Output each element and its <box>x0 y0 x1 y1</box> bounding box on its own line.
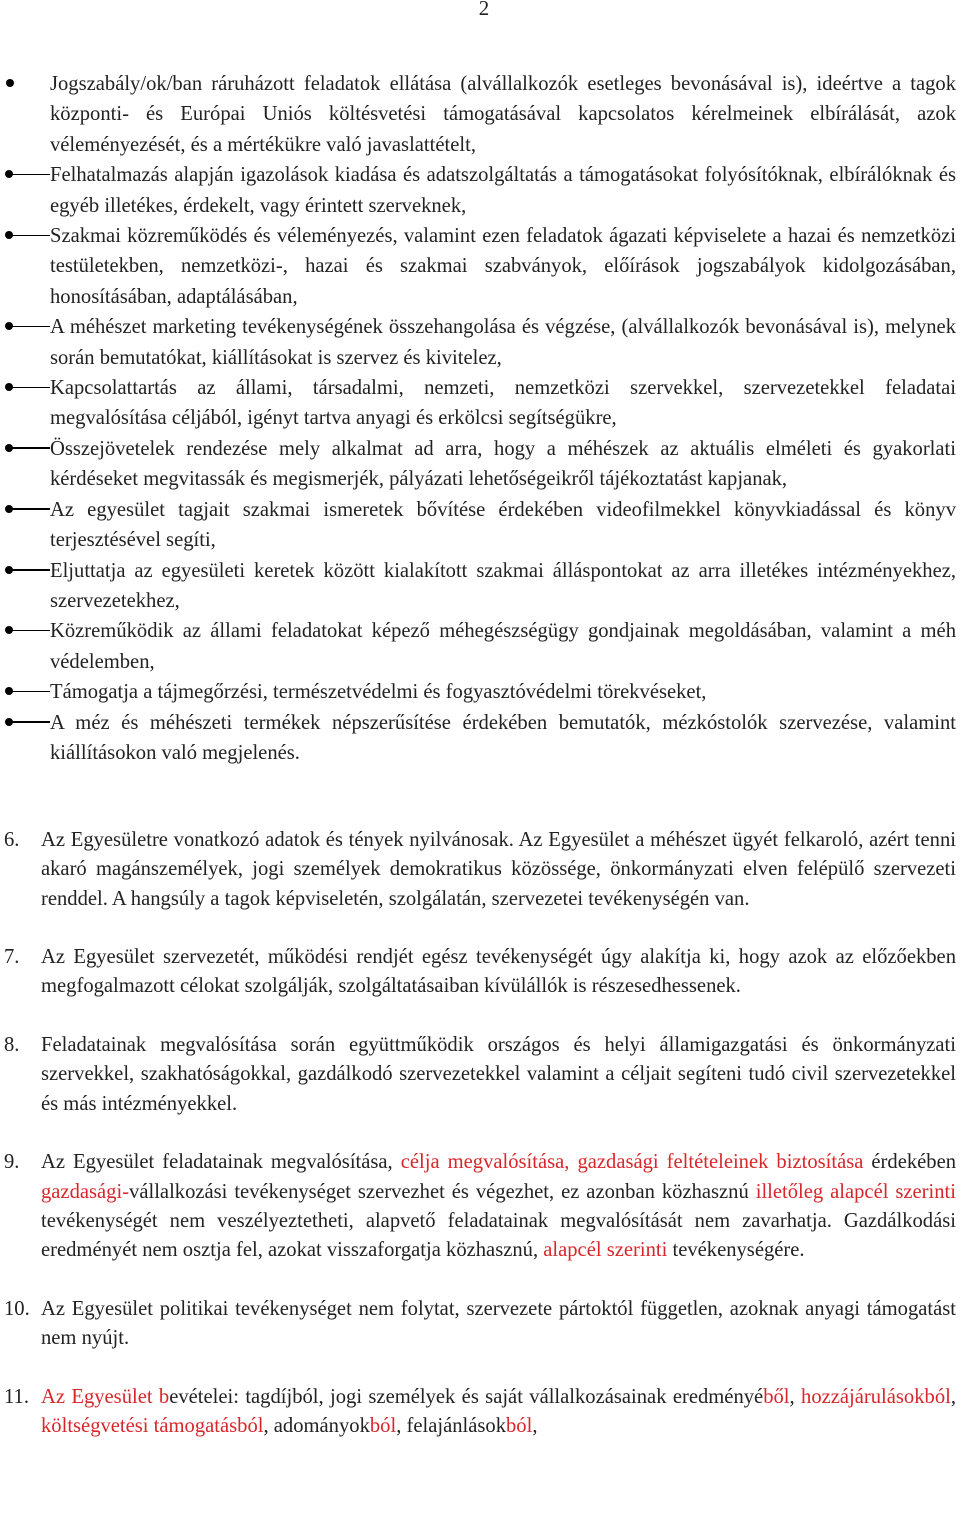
list-item <box>0 495 960 556</box>
list-item <box>0 69 960 160</box>
revised-text: célja megvalósítása, gazdasági feltételeinek biztosítása <box>400 1151 864 1174</box>
revised-text: költségvetési támogatásból <box>41 1414 264 1437</box>
text-run: ok <box>349 1414 370 1437</box>
section-text <box>41 1386 956 1437</box>
list-item-text: Jogszabály/ok/ban ráruházott feladatok ellátása (alvállalkozók esetleges bevonásával is), ideértve a tagok központi- és Európai Uniós költésvetési támogatásával kapcsolatos kérelmeinek elbírálását, azok véleményezését, és a mértékükre való javaslattételt, <box>50 73 956 156</box>
section-number: 11. <box>4 1385 29 1408</box>
text-run: vállalkozási tevékenységet szervezhet és végezhet, ez azonban közhasznú <box>129 1180 756 1203</box>
text-run: Az Egyesület feladatainak megvalósítása, <box>41 1151 401 1174</box>
revised-text: alapcél szerinti <box>543 1239 668 1262</box>
bullet-dot-icon <box>0 221 52 251</box>
text-run: , adomány <box>263 1414 350 1437</box>
list-item-text: A méz és méhészeti termékek népszerűsítése érdekében bemutatók, mézkóstolók szervezése, valamint kiállításokon való megjelenés. <box>50 711 956 764</box>
text-run: tevékenységére. <box>667 1239 805 1262</box>
list-item-text: Összejövetelek rendezése mely alkalmat ad arra, hogy a méhészek az aktuális elméleti és gyakorlati kérdéseket megvitassák és megismerjék, pályázati lehetőségeikről tájékoztatást kapjanak, <box>50 437 956 491</box>
list-item <box>0 677 960 707</box>
bullet-dot-icon <box>0 677 52 707</box>
list-item <box>0 434 960 495</box>
text-run: érdekében <box>863 1151 957 1174</box>
section-number: 8. <box>4 1034 20 1057</box>
section-text: Az Egyesület politikai tevékenységet nem folytat, szervezete pártoktól független, azoknak anyagi támogatást nem nyújt. <box>41 1297 956 1350</box>
text-run: , felajánlás <box>396 1414 486 1437</box>
text-run: , <box>950 1385 956 1408</box>
text-run: , <box>532 1414 538 1437</box>
list-item-text: Közreműködik az állami feladatokat képező méhegészségügy gondjainak megoldásában, valamint a méh védelemben, <box>50 620 956 673</box>
list-item-text: Eljuttatja az egyesületi keretek között kialakított szakmai álláspontokat az arra illetékes intézményekhez, szervezetekhez, <box>50 559 956 612</box>
revised-text: Az Egyesület b <box>41 1385 170 1408</box>
section-text: Feladatainak megvalósítása során együttműködik országos és helyi államigazgatási és önkormányzati szervekkel, szakhatóságokkal, gazdálkodó szervezetekkel valamint a céljait segíteni tudó civil szervezetekkel és más intézményekkel. <box>41 1034 956 1115</box>
bullet-dot-icon <box>0 708 52 738</box>
section-6 <box>0 826 960 914</box>
text-run: ok <box>485 1414 506 1437</box>
section-number: 6. <box>4 829 20 851</box>
revised-text: ból <box>369 1414 397 1437</box>
list-item <box>0 556 960 617</box>
list-item-text: Felhatalmazás alapján igazolások kiadása és adatszolgáltatás a támogatásokat folyósítóknak, elbírálóknak és egyéb illetékes, érdekelt, vagy érintett szerveknek, <box>50 164 956 217</box>
list-item <box>0 616 960 677</box>
section-number: 9. <box>4 1151 20 1174</box>
revised-text: ből <box>763 1385 790 1408</box>
bullet-dot-icon <box>0 556 52 586</box>
revised-text: hozzájárulásokból <box>801 1385 951 1408</box>
revised-text: ból <box>506 1414 533 1437</box>
bullet-dot-icon <box>0 434 52 464</box>
list-item-text: Szakmai közreműködés és véleményezés, valamint ezen feladatok ágazati képviselete a hazai és nemzetközi testületekben, nemzetközi-, hazai és szakmai szabványok, előírások jogszabályok kidolgozásában, honosításában, adaptálásában, <box>50 225 956 308</box>
list-item-text: Támogatja a tájmegőrzési, természetvédelmi és fogyasztóvédelmi törekvéseket, <box>50 681 707 704</box>
revised-text: gazdasági- <box>41 1180 130 1203</box>
revised-text: illetőleg alapcél szerinti <box>755 1180 956 1203</box>
page-number: 2 <box>478 0 490 20</box>
section-number: 7. <box>4 946 20 969</box>
section-text: Az Egyesület szervezetét, működési rendjét egész tevékenységét úgy alakítja ki, hogy azok az előzőekben megfogalmazott célokat szolgálják, szolgáltatásaiban kívülállók is részesedhessenek. <box>41 946 956 998</box>
section-number: 10. <box>4 1297 30 1320</box>
text-run: , <box>789 1385 802 1408</box>
list-item <box>0 221 960 312</box>
section-10 <box>0 1295 960 1354</box>
bullet-dot-icon <box>0 312 52 342</box>
list-item <box>0 160 960 221</box>
section-7 <box>0 943 960 1002</box>
bullet-dot-icon <box>0 69 52 99</box>
bullet-dot-icon <box>0 160 52 190</box>
bullet-dot-icon <box>0 616 52 646</box>
section-text <box>41 1151 956 1261</box>
section-text: Az Egyesületre vonatkozó adatok és tények nyilvánosak. Az Egyesület a méhészet ügyét felkaroló, azért tenni akaró magánszemélyek, jogi személyek demokratikus közössége, önkormányzati elven felépülő szervezeti renddel. A hangsúly a tagok képviseletén, szolgálatán, szervezetei tevékenységén van. <box>41 829 956 910</box>
section-9 <box>0 1148 960 1265</box>
list-item <box>0 312 960 373</box>
section-11 <box>0 1383 960 1442</box>
bullet-dot-icon <box>0 495 52 525</box>
list-item-text: A méhészet marketing tevékenységének összehangolása és végzése, (alvállalkozók bevonásával is), melynek során bemutatókat, kiállításokat is szervez és kivitelez, <box>50 316 956 369</box>
list-item-text: Az egyesület tagjait szakmai ismeretek bővítése érdekében videofilmekkel könyvkiadással és könyv terjesztésével segíti, <box>50 498 956 552</box>
section-8 <box>0 1031 960 1119</box>
list-item-text: Kapcsolattartás az állami, társadalmi, nemzeti, nemzetközi szervekkel, szervezetekkel feladatai megvalósítása céljából, igényt tartva anyagi és erkölcsi segítségükre, <box>50 377 956 430</box>
text-run: tevékenységét nem veszélyeztetheti, alapvető feladatainak megvalósítását nem zavarhatja. Gazdálkodási eredményét nem osztja fel, azokat visszaforgatja közhasznú, <box>41 1209 956 1262</box>
task-bullet-list <box>0 69 960 768</box>
list-item <box>0 708 960 769</box>
list-item <box>0 373 960 434</box>
numbered-sections <box>0 826 960 1471</box>
bullet-dot-icon <box>0 373 52 403</box>
text-run: evételei: tagdíjból, jogi személyek és saját vállalkozásainak eredményé <box>169 1385 764 1408</box>
